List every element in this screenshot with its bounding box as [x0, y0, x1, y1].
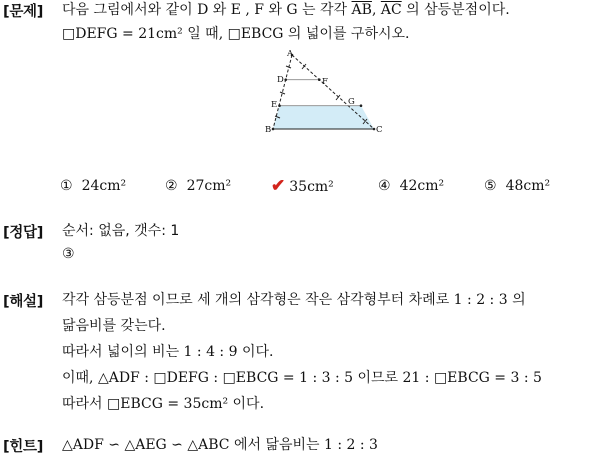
problem-label: [문제]: [3, 4, 44, 20]
problem-line-1-pre: 다음 그림에서와 같이 D 와 E , F 와 G 는 각각: [62, 2, 352, 18]
label-b: B: [265, 125, 272, 135]
segment-ab: $\overline{AB}$: [351, 2, 372, 18]
hint-line-1: △ADF ∽ △AEG ∽ △ABC 에서 닮음비는 1 : 2 : 3: [62, 437, 378, 453]
choice-1-number: ①: [60, 178, 73, 194]
explanation-line-5: 따라서 □EBCG = 35cm² 이다.: [62, 396, 265, 412]
label-e: E: [271, 100, 278, 110]
problem-line-1-post: 의 삼등분점이다.: [401, 2, 510, 18]
label-d: D: [277, 75, 284, 85]
problem-line-1: [62, 0, 510, 20]
point-d: [284, 78, 287, 81]
choice-3[interactable]: [271, 176, 334, 197]
explanation-label: [해설]: [3, 294, 44, 310]
choice-5[interactable]: [484, 176, 550, 196]
answer-line-2: ③: [62, 246, 75, 262]
explanation-line-1: 각각 삼등분점 이므로 세 개의 삼각형은 작은 삼각형부터 차례로 1 : 2 : 3 의: [62, 292, 526, 308]
choice-2-text: 27cm²: [186, 178, 232, 194]
point-c: [373, 128, 376, 131]
checkmark-icon: ✔: [271, 176, 286, 196]
explanation-line-2: 닮음비를 갖는다.: [62, 318, 166, 334]
point-e: [278, 104, 281, 107]
answer-label: [정답]: [3, 225, 44, 241]
answer-line-1: 순서: 없음, 갯수: 1: [62, 223, 180, 239]
choice-3-text: 35cm²: [289, 179, 334, 195]
label-c: C: [376, 125, 383, 135]
segment-separator: ,: [371, 2, 381, 18]
choice-1[interactable]: [60, 176, 126, 196]
choice-2-number: ②: [165, 178, 178, 194]
hint-label: [힌트]: [3, 439, 44, 455]
explanation-line-3: 따라서 넓이의 비는 1 : 4 : 9 이다.: [62, 344, 274, 360]
point-f: [318, 78, 321, 81]
label-a: A: [287, 49, 294, 59]
point-g: [360, 104, 363, 107]
label-f: F: [322, 77, 328, 87]
choice-1-text: 24cm²: [81, 178, 127, 194]
choice-4-text: 42cm²: [399, 178, 445, 194]
label-g: G: [348, 97, 355, 107]
choice-5-text: 48cm²: [505, 178, 551, 194]
shaded-region-ebcg: [273, 106, 374, 129]
choice-2[interactable]: [165, 176, 231, 196]
problem-line-2: □DEFG = 21cm² 일 때, □EBCG 의 넓이를 구하시오.: [62, 26, 410, 42]
choice-4-number: ④: [378, 178, 391, 194]
segment-ac: $\overline{AC}$: [380, 2, 402, 18]
choice-5-number: ⑤: [484, 178, 497, 194]
explanation-line-4: 이때, △ADF : □DEFG : □EBCG = 1 : 3 : 5 이므로 21 : □EBCG = 3 : 5: [62, 370, 542, 386]
choice-4[interactable]: [378, 176, 444, 196]
point-b: [272, 128, 275, 131]
triangle-figure: [264, 48, 394, 140]
